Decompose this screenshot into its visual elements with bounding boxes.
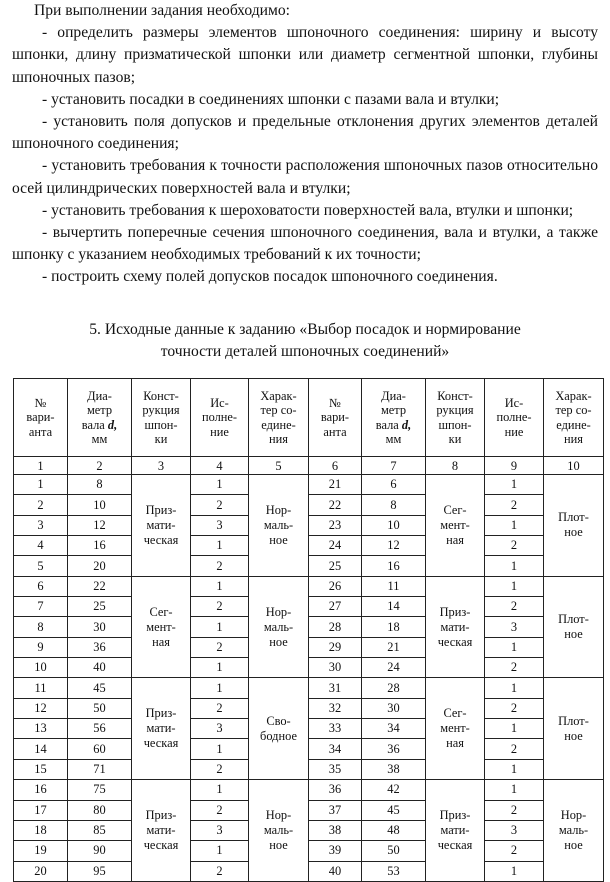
variant-cell: 18 — [14, 820, 68, 840]
header-character: Харак- тер со- едине- ния — [249, 379, 309, 457]
requirements-intro: При выполнении задания необходимо: — [34, 2, 290, 19]
diameter-cell: 48 — [362, 820, 426, 840]
variant-cell: 32 — [309, 698, 362, 718]
table-row — [14, 861, 604, 881]
diameter-cell: 8 — [68, 475, 132, 495]
variant-cell: 24 — [309, 536, 362, 556]
execution-cell: 2 — [191, 861, 249, 881]
table-row — [14, 698, 604, 718]
table-row — [14, 617, 604, 637]
character-cell: Нор- маль- ное — [544, 780, 604, 882]
table-row — [14, 536, 604, 556]
character-cell: Нор- маль- ное — [249, 576, 309, 678]
table-row-group — [14, 576, 604, 678]
execution-cell: 2 — [485, 841, 544, 861]
requirement-item: - установить требования к точности расположения шпоночных пазов относительно осей цилиндрических поверхностей вала и втулки; — [12, 157, 598, 197]
table-row — [14, 719, 604, 739]
diameter-cell: 40 — [68, 658, 132, 678]
variant-cell: 15 — [14, 759, 68, 779]
table-row — [14, 820, 604, 840]
variant-cell: 2 — [14, 495, 68, 515]
diameter-cell: 8 — [362, 495, 426, 515]
variant-cell: 16 — [14, 780, 68, 800]
diameter-cell: 14 — [362, 597, 426, 617]
column-number: 6 — [309, 457, 362, 475]
table-row — [14, 495, 604, 515]
variant-cell: 1 — [14, 475, 68, 495]
variant-cell: 28 — [309, 617, 362, 637]
execution-cell: 2 — [485, 800, 544, 820]
diameter-cell: 21 — [362, 637, 426, 657]
execution-cell: 1 — [191, 617, 249, 637]
diameter-cell: 10 — [68, 495, 132, 515]
diameter-cell: 36 — [68, 637, 132, 657]
header-construction: Конст- рукция шпон- ки — [426, 379, 485, 457]
column-number-row — [14, 457, 604, 475]
diameter-cell: 75 — [68, 780, 132, 800]
construction-cell: Сег- мент- ная — [132, 576, 191, 678]
variant-cell: 31 — [309, 678, 362, 698]
table-heading — [0, 319, 610, 363]
table-row-group — [14, 678, 604, 780]
execution-cell: 1 — [191, 576, 249, 596]
construction-cell: Приз- мати- ческая — [132, 475, 191, 577]
construction-cell: Сег- мент- ная — [426, 678, 485, 780]
construction-cell: Приз- мати- ческая — [426, 576, 485, 678]
execution-cell: 2 — [191, 495, 249, 515]
table-row — [14, 515, 604, 535]
requirement-item: - определить размеры элементов шпоночного соединения: ширину и высоту шпонки, длину призматической шпонки или диаметр сегментной шпонки, глубины шпоночных пазов; — [12, 24, 598, 86]
execution-cell: 2 — [191, 597, 249, 617]
table-heading-line2: точности деталей шпоночных соединений» — [160, 343, 450, 360]
table-row — [14, 637, 604, 657]
execution-cell: 1 — [485, 475, 544, 495]
variant-cell: 14 — [14, 739, 68, 759]
requirement-item: - установить посадки в соединениях шпонки с пазами вала и втулки; — [42, 90, 500, 108]
diameter-cell: 42 — [362, 780, 426, 800]
diameter-cell: 36 — [362, 739, 426, 759]
construction-cell: Приз- мати- ческая — [132, 780, 191, 882]
variant-cell: 34 — [309, 739, 362, 759]
diameter-cell: 45 — [362, 800, 426, 820]
column-number: 9 — [485, 457, 544, 475]
character-cell: Плот- ное — [544, 475, 604, 577]
execution-cell: 1 — [191, 780, 249, 800]
variant-cell: 7 — [14, 597, 68, 617]
column-number: 5 — [249, 457, 309, 475]
table-row — [14, 576, 604, 596]
execution-cell: 2 — [191, 637, 249, 657]
header-execution: Ис- полне- ние — [191, 379, 249, 457]
diameter-cell: 50 — [68, 698, 132, 718]
diameter-cell: 12 — [68, 515, 132, 535]
column-number: 10 — [544, 457, 604, 475]
variant-cell: 37 — [309, 800, 362, 820]
execution-cell: 1 — [191, 475, 249, 495]
table-row — [14, 780, 604, 800]
table-row — [14, 556, 604, 576]
execution-cell: 1 — [191, 841, 249, 861]
header-execution: Ис- полне- ние — [485, 379, 544, 457]
character-cell: Нор- маль- ное — [249, 475, 309, 577]
construction-cell: Приз- мати- ческая — [426, 780, 485, 882]
execution-cell: 3 — [485, 820, 544, 840]
table-row — [14, 739, 604, 759]
column-number: 4 — [191, 457, 249, 475]
diameter-cell: 24 — [362, 658, 426, 678]
execution-cell: 1 — [485, 515, 544, 535]
character-cell: Плот- ное — [544, 576, 604, 678]
variant-cell: 4 — [14, 536, 68, 556]
execution-cell: 3 — [485, 617, 544, 637]
variant-cell: 21 — [309, 475, 362, 495]
character-cell: Нор- маль- ное — [249, 780, 309, 882]
variant-cell: 25 — [309, 556, 362, 576]
diameter-cell: 80 — [68, 800, 132, 820]
column-number: 2 — [68, 457, 132, 475]
construction-cell: Сег- мент- ная — [426, 475, 485, 577]
variant-cell: 33 — [309, 719, 362, 739]
execution-cell: 2 — [191, 556, 249, 576]
execution-cell: 3 — [191, 515, 249, 535]
table-heading-line1: 5. Исходные данные к заданию «Выбор посадок и нормирование — [89, 321, 521, 338]
diameter-cell: 11 — [362, 576, 426, 596]
execution-cell: 3 — [191, 719, 249, 739]
variant-cell: 35 — [309, 759, 362, 779]
execution-cell: 1 — [485, 576, 544, 596]
diameter-cell: 90 — [68, 841, 132, 861]
execution-cell: 2 — [485, 658, 544, 678]
table-row — [14, 678, 604, 698]
column-number: 3 — [132, 457, 191, 475]
variant-cell: 10 — [14, 658, 68, 678]
table-row — [14, 800, 604, 820]
diameter-cell: 10 — [362, 515, 426, 535]
variant-cell: 3 — [14, 515, 68, 535]
header-character: Харак- тер со- едине- ния — [544, 379, 604, 457]
variant-cell: 23 — [309, 515, 362, 535]
execution-cell: 2 — [485, 597, 544, 617]
column-number: 8 — [426, 457, 485, 475]
requirement-item: - построить схему полей допусков посадок шпоночного соединения. — [42, 268, 498, 286]
execution-cell: 1 — [485, 719, 544, 739]
execution-cell: 1 — [191, 678, 249, 698]
header-diameter: Диа- метр вала d, мм — [68, 379, 132, 457]
diameter-cell: 95 — [68, 861, 132, 881]
requirement-item: - вычертить поперечные сечения шпоночного соединения, вала и втулки, а также шпонку с указанием необходимых требований к их точности; — [12, 224, 598, 264]
diameter-cell: 28 — [362, 678, 426, 698]
variant-cell: 6 — [14, 576, 68, 596]
header-variant: № вари- анта — [309, 379, 362, 457]
variant-cell: 8 — [14, 617, 68, 637]
diameter-cell: 16 — [362, 556, 426, 576]
execution-cell: 2 — [191, 698, 249, 718]
diameter-cell: 53 — [362, 861, 426, 881]
execution-cell: 1 — [485, 759, 544, 779]
table-row-group — [14, 475, 604, 577]
diameter-cell: 20 — [68, 556, 132, 576]
table-row — [14, 658, 604, 678]
variant-cell: 29 — [309, 637, 362, 657]
diameter-cell: 22 — [68, 576, 132, 596]
variant-cell: 9 — [14, 637, 68, 657]
execution-cell: 1 — [191, 658, 249, 678]
diameter-cell: 6 — [362, 475, 426, 495]
variant-cell: 39 — [309, 841, 362, 861]
execution-cell: 2 — [485, 739, 544, 759]
variant-cell: 27 — [309, 597, 362, 617]
column-number: 7 — [362, 457, 426, 475]
table-header — [14, 379, 604, 457]
execution-cell: 1 — [191, 739, 249, 759]
execution-cell: 2 — [191, 800, 249, 820]
execution-cell: 1 — [191, 536, 249, 556]
variant-cell: 30 — [309, 658, 362, 678]
table-row — [14, 597, 604, 617]
diameter-cell: 85 — [68, 820, 132, 840]
execution-cell: 2 — [485, 698, 544, 718]
header-construction: Конст- рукция шпон- ки — [132, 379, 191, 457]
variant-cell: 12 — [14, 698, 68, 718]
requirement-item: - установить поля допусков и предельные отклонения других элементов деталей шпоночного соединения; — [12, 113, 598, 153]
variant-cell: 38 — [309, 820, 362, 840]
variant-cell: 40 — [309, 861, 362, 881]
diameter-cell: 56 — [68, 719, 132, 739]
diameter-cell: 25 — [68, 597, 132, 617]
character-cell: Сво- бодное — [249, 678, 309, 780]
execution-cell: 1 — [485, 780, 544, 800]
variant-cell: 5 — [14, 556, 68, 576]
execution-cell: 1 — [485, 637, 544, 657]
variant-cell: 22 — [309, 495, 362, 515]
header-diameter: Диа- метр вала d, мм — [362, 379, 426, 457]
character-cell: Плот- ное — [544, 678, 604, 780]
variant-cell: 19 — [14, 841, 68, 861]
diameter-cell: 30 — [362, 698, 426, 718]
diameter-cell: 18 — [362, 617, 426, 637]
execution-cell: 2 — [191, 759, 249, 779]
diameter-cell: 34 — [362, 719, 426, 739]
execution-cell: 1 — [485, 556, 544, 576]
diameter-cell: 16 — [68, 536, 132, 556]
variants-table — [13, 378, 604, 882]
diameter-cell: 71 — [68, 759, 132, 779]
diameter-cell: 60 — [68, 739, 132, 759]
table-row — [14, 759, 604, 779]
table-row-group — [14, 780, 604, 882]
execution-cell: 2 — [485, 495, 544, 515]
diameter-cell: 30 — [68, 617, 132, 637]
column-number: 1 — [14, 457, 68, 475]
table-row — [14, 475, 604, 495]
variant-cell: 13 — [14, 719, 68, 739]
execution-cell: 1 — [485, 861, 544, 881]
diameter-cell: 45 — [68, 678, 132, 698]
variant-cell: 17 — [14, 800, 68, 820]
diameter-cell: 38 — [362, 759, 426, 779]
header-variant: № вари- анта — [14, 379, 68, 457]
table-row — [14, 841, 604, 861]
execution-cell: 2 — [485, 536, 544, 556]
variant-cell: 20 — [14, 861, 68, 881]
execution-cell: 3 — [191, 820, 249, 840]
requirement-item: - установить требования к шероховатости поверхностей вала, втулки и шпонки; — [42, 201, 574, 219]
requirements-section — [12, 0, 598, 289]
diameter-cell: 12 — [362, 536, 426, 556]
variant-cell: 26 — [309, 576, 362, 596]
variant-cell: 11 — [14, 678, 68, 698]
diameter-cell: 50 — [362, 841, 426, 861]
variant-cell: 36 — [309, 780, 362, 800]
construction-cell: Приз- мати- ческая — [132, 678, 191, 780]
execution-cell: 1 — [485, 678, 544, 698]
